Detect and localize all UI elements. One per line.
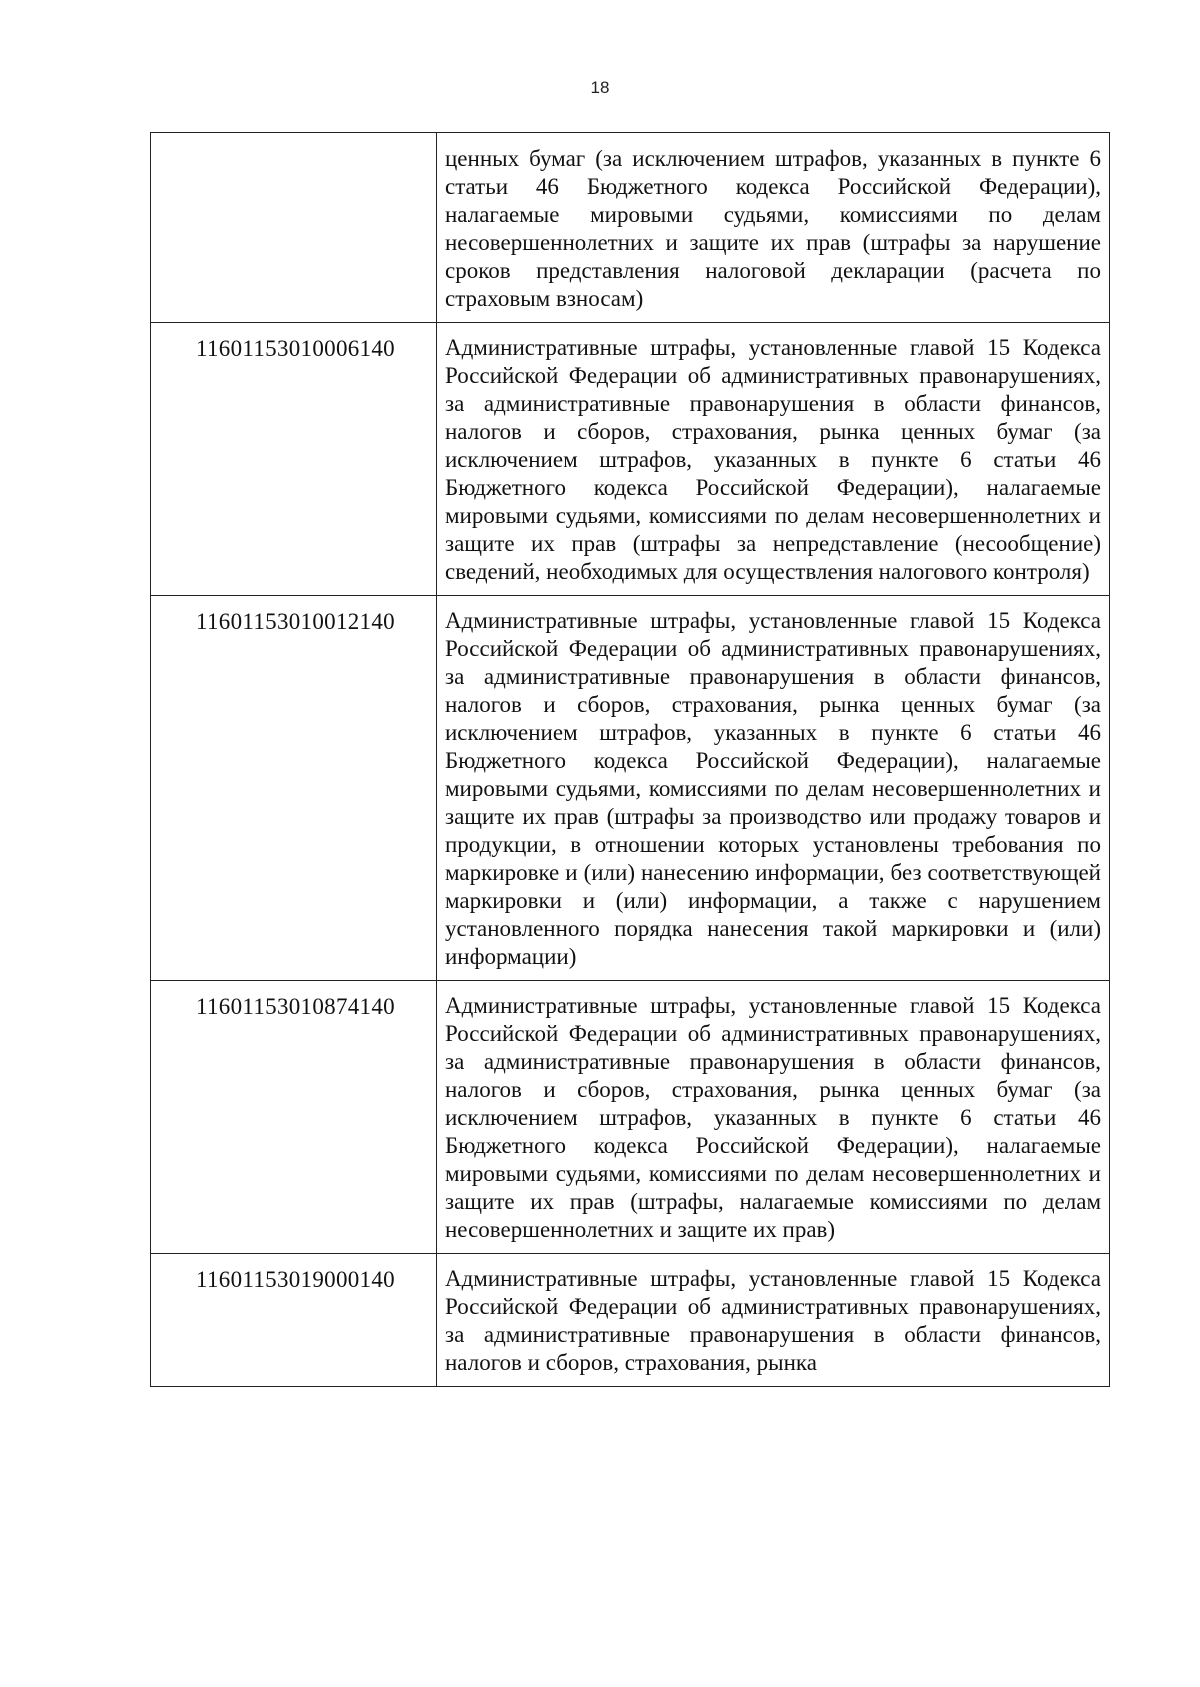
table-row bbox=[151, 981, 1110, 1254]
budget-code-cell: 11601153010874140 bbox=[151, 981, 437, 1254]
budget-codes-table bbox=[150, 132, 1110, 1387]
budget-code-cell: 11601153010012140 bbox=[151, 596, 437, 981]
description-cell: ценных бумаг (за исключением штрафов, указанных в пункте 6 статьи 46 Бюджетного кодекса Российской Федерации), налагаемые мировыми судьями, комиссиями по делам несовершеннолетних и защите их прав (штрафы за нарушение сроков представления налоговой декларации (расчета по страховым взносам) bbox=[437, 133, 1110, 323]
table-row bbox=[151, 596, 1110, 981]
budget-code-cell: 11601153010006140 bbox=[151, 323, 437, 596]
table-row bbox=[151, 133, 1110, 323]
page-number: 18 bbox=[590, 78, 610, 97]
table-row bbox=[151, 323, 1110, 596]
description-cell: Административные штрафы, установленные главой 15 Кодекса Российской Федерации об административных правонарушениях, за административные правонарушения в области финансов, налогов и сборов, страхования, рынка bbox=[437, 1254, 1110, 1387]
description-cell: Административные штрафы, установленные главой 15 Кодекса Российской Федерации об административных правонарушениях, за административные правонарушения в области финансов, налогов и сборов, страхования, рынка ценных бумаг (за исключением штрафов, указанных в пункте 6 статьи 46 Бюджетного кодекса Российской Федерации), налагаемые мировыми судьями, комиссиями по делам несовершеннолетних и защите их прав (штрафы, налагаемые комиссиями по делам несовершеннолетних и защите их прав) bbox=[437, 981, 1110, 1254]
description-cell: Административные штрафы, установленные главой 15 Кодекса Российской Федерации об административных правонарушениях, за административные правонарушения в области финансов, налогов и сборов, страхования, рынка ценных бумаг (за исключением штрафов, указанных в пункте 6 статьи 46 Бюджетного кодекса Российской Федерации), налагаемые мировыми судьями, комиссиями по делам несовершеннолетних и защите их прав (штрафы за непредставление (несообщение) сведений, необходимых для осуществления налогового контроля) bbox=[437, 323, 1110, 596]
table-row bbox=[151, 1254, 1110, 1387]
description-cell: Административные штрафы, установленные главой 15 Кодекса Российской Федерации об административных правонарушениях, за административные правонарушения в области финансов, налогов и сборов, страхования, рынка ценных бумаг (за исключением штрафов, указанных в пункте 6 статьи 46 Бюджетного кодекса Российской Федерации), налагаемые мировыми судьями, комиссиями по делам несовершеннолетних и защите их прав (штрафы за производство или продажу товаров и продукции, в отношении которых установлены требования по маркировке и (или) нанесению информации, без соответствующей маркировки и (или) информации, а также с нарушением установленного порядка нанесения такой маркировки и (или) информации) bbox=[437, 596, 1110, 981]
budget-code-cell: 11601153019000140 bbox=[151, 1254, 437, 1387]
budget-code-cell bbox=[151, 133, 437, 323]
